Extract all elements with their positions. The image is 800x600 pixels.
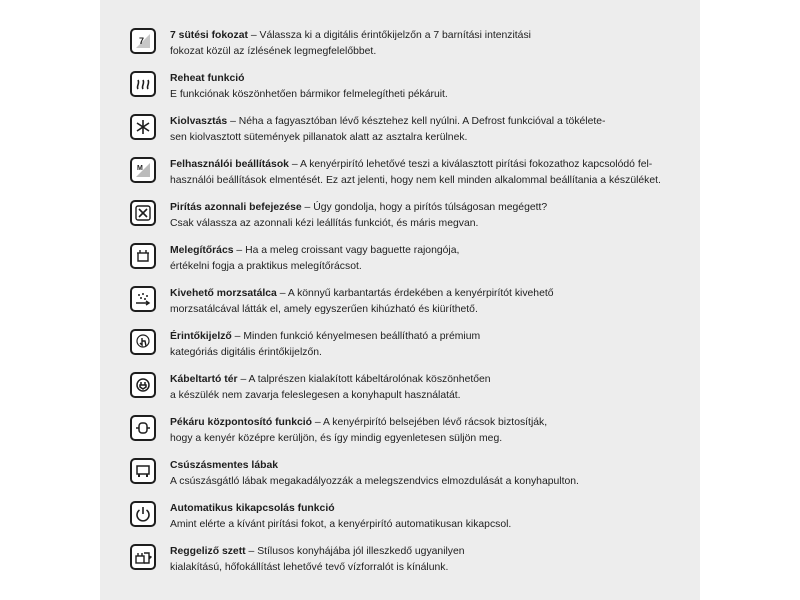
feature-title: Felhasználói beállítások [170,159,289,170]
feature-desc-line: A kenyérpirító belsejében lévő rácsok biztosítják, [323,417,548,428]
feature-desc-line: Úgy gondolja, hogy a pirítós túlságosan megégett? [313,202,548,213]
feature-title: Pirítás azonnali befejezése [170,202,302,213]
feature-desc-line: Stílusos konyhájába jól illeszkedő ugyanilyen [257,546,465,557]
feature-desc-line: Amint elérte a kívánt pirítási fokot, a kenyérpirító automatikusan kikapcsol. [170,519,512,530]
snowflake-icon [130,114,156,140]
feature-desc-line: Ha a meleg croissant vagy baguette rajongója, [245,245,460,256]
feature-desc-line: A talprészen kialakított kábeltárolónak köszönhetően [248,374,491,385]
feature-title: Reggeliző szett [170,546,246,557]
feature-title: Csúszásmentes lábak [170,460,279,471]
feature-desc-line: a készülék nem zavarja feleslegesen a konyhapult használatát. [170,390,461,401]
feature-desc-line: használói beállítások elmentését. Ez azt jelenti, hogy nem kell minden alkalommal beállítania a készüléket. [170,175,661,186]
feature-desc-line: sen kiolvasztott sütemények pillanatok alatt az asztalra kerülnek. [170,132,468,143]
crumb-tray-icon [130,286,156,312]
memory-settings-icon [130,157,156,183]
feature-title: Érintőkijelző [170,331,232,342]
cable-storage-icon [130,372,156,398]
bread-centering-icon [130,415,156,441]
feature-desc-line: E funkciónak köszönhetően bármikor felmelegítheti pékáruit. [170,89,448,100]
auto-off-icon [130,501,156,527]
touch-display-icon [130,329,156,355]
feature-desc-line: morzsatálcával látták el, amely egyszerűen kihúzható és kiüríthető. [170,304,478,315]
feature-title: Melegítőrács [170,245,234,256]
svg-text:M: M [137,165,143,172]
feature-desc-line: Válassza ki a digitális érintőkijelzőn a 7 barnítási intenzitási [259,30,531,41]
feature-title: 7 sütési fokozat [170,30,248,41]
feature-title: Kivehető morzsatálca [170,288,277,299]
feature-title: Pékáru központosító funkció [170,417,313,428]
feature-title: Kábeltartó tér [170,374,238,385]
feature-title: Kiolvasztás [170,116,228,127]
breakfast-set-icon [130,544,156,570]
feature-desc-line: hogy a kenyér középre kerüljön, és így mindig egyenletesen süljön meg. [170,433,503,444]
feature-title: Automatikus kikapcsolás funkció [170,503,335,514]
feature-desc-line: Csak válassza az azonnali kézi leállítás funkciót, és máris megvan. [170,218,479,229]
feature-desc-line: Minden funkció kényelmesen beállítható a prémium [243,331,481,342]
toast-level-7-icon [130,28,156,54]
warming-rack-icon [130,243,156,269]
feature-desc-line: értékelni fogja a praktikus melegítőrácsot. [170,261,362,272]
cancel-icon [130,200,156,226]
feature-desc-line: A csúszásgátló lábak megakadályozzák a melegszendvics elmozdulását a konyhapulton. [170,476,579,487]
feature-desc-line: fokozat közül az ízlésének legmegfelelőbbet. [170,46,377,57]
svg-text:7: 7 [139,36,145,46]
reheat-icon [130,71,156,97]
feature-desc-line: kategóriás digitális érintőkijelzőn. [170,347,322,358]
feature-panel: 7 7 sütési fokozat – Válassza ki a digitális érintőkijelzőn a 7 barnítási intenzitási fokozat közül az ízlésének legmegfelelőbbet. Reheat funkció E funkciónak köszönhetően bármikor felmelegítheti pékáruit. Kiolvasztás – Néha a fagyasztóban lévő késztehez kell nyúlni. A Defrost funkcióval a tökélete- sen kiolvasztott sütemények pillanatok alatt az asztalra kerülnek. M Felhasználói beállítások – A kenyérpirító lehetővé teszi a kiválasztott pirítási fokozathoz kapcsolódó fel- használói beállítások elmentését. Ez azt jelenti, hogy nem kell minden alkalommal beállítania a készüléket. Pirítás azonnali befejezése – Úgy gondolja, hogy a pirítós túlságosan megégett? Csak válassza az azonnali kézi leállítás funkciót, és máris megvan. Melegítőrács – Ha a meleg croissant vagy baguette rajongója, értékelni fogja a praktikus melegítőrácsot. Kivehető morzsatálca – A könnyű karbantartás érdekében a kenyérpirítót kivehető morzsatálcával látták el, amely egyszerűen kihúzható és kiüríthető. Érintőkijelző – Minden funkció kényelmesen beállítható a prémium kategóriás digitális érintőkijelzőn. Kábeltartó tér – A talprészen kialakított kábeltárolónak köszönhetően a készülék nem zavarja feleslegesen a konyhapult használatát. Pékáru központosító funkció – A kenyérpirító belsejében lévő rácsok biztosítják, hogy a kenyér középre kerüljön, és így mindig egyenletesen süljön meg. Csúszásmentes lábak A csúszásgátló lábak megakadályozzák a melegszendvics elmozdulását a konyhapulton. Automatikus kikapcsolás funkció Amint elérte a kívánt pirítási fokot, a kenyérpirító automatikusan kikapcsol. Reggeliző szett – Stílusos konyhájába jól illeszkedő ugyanilyen kialakítású, hőfokállítást lehetővé tevő vízforralót is kínálunk. [100,0,700,600]
feature-title: Reheat funkció [170,73,245,84]
feature-desc-line: A kenyérpirító lehetővé teszi a kiválasztott pirítási fokozathoz kapcsolódó fel- [299,159,653,170]
feature-desc-line: kialakítású, hőfokállítást lehetővé tevő vízforralót is kínálunk. [170,562,449,573]
non-slip-feet-icon [130,458,156,484]
feature-desc-line: A könnyű karbantartás érdekében a kenyérpirítót kivehető [287,288,554,299]
feature-desc-line: Néha a fagyasztóban lévő késztehez kell nyúlni. A Defrost funkcióval a tökélete- [238,116,606,127]
